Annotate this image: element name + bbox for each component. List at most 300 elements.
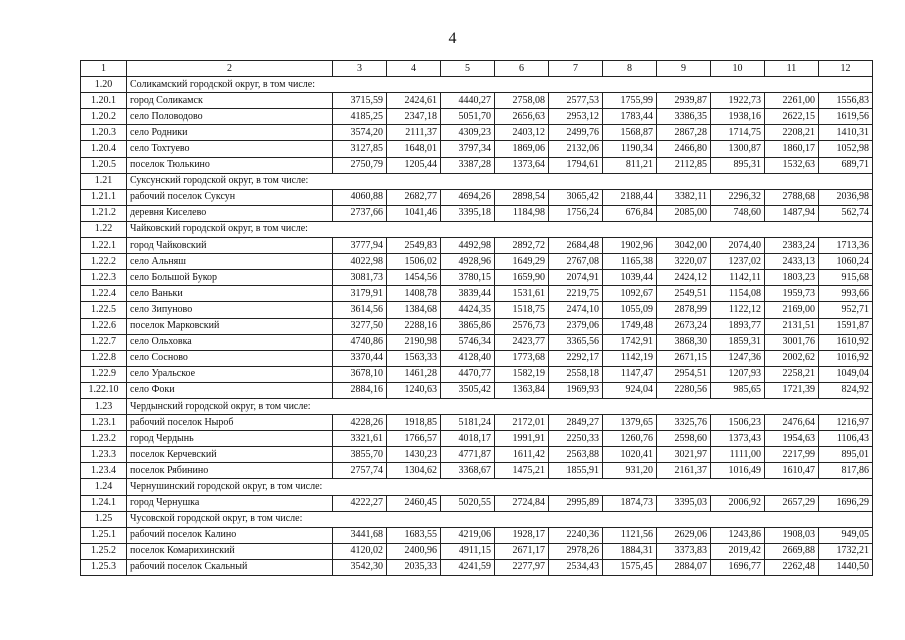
value-cell: 1142,19 (603, 350, 657, 366)
row-code: 1.22.10 (81, 382, 127, 398)
value-cell: 1506,02 (387, 254, 441, 270)
value-cell: 3081,73 (333, 270, 387, 286)
value-cell: 1190,34 (603, 141, 657, 157)
column-number-cell: 10 (711, 61, 765, 77)
value-cell: 2036,98 (819, 189, 873, 205)
table-row (81, 270, 873, 286)
table-row (81, 559, 873, 575)
row-code: 1.21.2 (81, 205, 127, 221)
value-cell: 3574,20 (333, 125, 387, 141)
value-cell: 1016,49 (711, 463, 765, 479)
value-cell: 915,68 (819, 270, 873, 286)
value-cell: 3001,76 (765, 334, 819, 350)
section-title: Чердынский городской округ, в том числе: (127, 398, 873, 414)
value-cell: 2466,80 (657, 141, 711, 157)
table-row (81, 189, 873, 205)
section-row (81, 77, 873, 93)
settlement-name: село Фоки (127, 382, 333, 398)
row-code: 1.25.3 (81, 559, 127, 575)
table-row (81, 463, 873, 479)
value-cell: 1683,55 (387, 527, 441, 543)
value-cell: 1766,57 (387, 431, 441, 447)
settlement-name: поселок Марковский (127, 318, 333, 334)
value-cell: 1714,75 (711, 125, 765, 141)
value-cell: 1039,44 (603, 270, 657, 286)
value-cell: 2132,06 (549, 141, 603, 157)
value-cell: 4128,40 (441, 350, 495, 366)
value-cell: 1991,91 (495, 431, 549, 447)
value-cell: 2671,17 (495, 543, 549, 559)
settlement-name: рабочий поселок Суксун (127, 189, 333, 205)
settlement-name: село Большой Букор (127, 270, 333, 286)
value-cell: 3325,76 (657, 415, 711, 431)
row-code: 1.24 (81, 479, 127, 495)
value-cell: 1556,83 (819, 93, 873, 109)
value-cell: 4185,25 (333, 109, 387, 125)
row-code: 1.20.4 (81, 141, 127, 157)
section-title: Чернушинский городской округ, в том числе: (127, 479, 873, 495)
value-cell: 2656,63 (495, 109, 549, 125)
value-cell: 1016,92 (819, 350, 873, 366)
value-cell: 1908,03 (765, 527, 819, 543)
value-cell: 2558,18 (549, 366, 603, 382)
value-cell: 2258,21 (765, 366, 819, 382)
value-cell: 2476,64 (765, 415, 819, 431)
settlement-name: поселок Комарихинский (127, 543, 333, 559)
value-cell: 2563,88 (549, 447, 603, 463)
value-cell: 1954,63 (765, 431, 819, 447)
value-cell: 4694,26 (441, 189, 495, 205)
table-row (81, 318, 873, 334)
settlement-name: рабочий поселок Калино (127, 527, 333, 543)
table-row (81, 205, 873, 221)
value-cell: 4740,86 (333, 334, 387, 350)
value-cell: 2576,73 (495, 318, 549, 334)
section-title: Суксунский городской округ, в том числе: (127, 173, 873, 189)
value-cell: 1721,39 (765, 382, 819, 398)
value-cell: 2460,45 (387, 495, 441, 511)
section-title: Чусовской городской округ, в том числе: (127, 511, 873, 527)
value-cell: 1531,61 (495, 286, 549, 302)
value-cell: 3277,50 (333, 318, 387, 334)
row-code: 1.23 (81, 398, 127, 414)
value-cell: 1373,64 (495, 157, 549, 173)
table-row (81, 125, 873, 141)
value-cell: 3715,59 (333, 93, 387, 109)
value-cell: 2112,85 (657, 157, 711, 173)
row-code: 1.22.4 (81, 286, 127, 302)
settlement-name: поселок Тюлькино (127, 157, 333, 173)
value-cell: 5020,55 (441, 495, 495, 511)
value-cell: 1649,29 (495, 254, 549, 270)
value-cell: 2085,00 (657, 205, 711, 221)
value-cell: 5051,70 (441, 109, 495, 125)
row-code: 1.21.1 (81, 189, 127, 205)
table-row (81, 382, 873, 398)
row-code: 1.23.4 (81, 463, 127, 479)
value-cell: 1363,84 (495, 382, 549, 398)
value-cell: 1440,50 (819, 559, 873, 575)
value-cell: 1742,91 (603, 334, 657, 350)
value-cell: 1461,28 (387, 366, 441, 382)
value-cell: 2598,60 (657, 431, 711, 447)
settlement-name: город Соликамск (127, 93, 333, 109)
table-row (81, 93, 873, 109)
value-cell: 3220,07 (657, 254, 711, 270)
value-cell: 1611,42 (495, 447, 549, 463)
table-row (81, 350, 873, 366)
value-cell: 2188,44 (603, 189, 657, 205)
value-cell: 2296,32 (711, 189, 765, 205)
value-cell: 1247,36 (711, 350, 765, 366)
value-cell: 993,66 (819, 286, 873, 302)
value-cell: 1610,92 (819, 334, 873, 350)
value-cell: 2758,08 (495, 93, 549, 109)
value-cell: 2671,15 (657, 350, 711, 366)
value-cell: 2172,01 (495, 415, 549, 431)
value-cell: 1803,23 (765, 270, 819, 286)
value-cell: 2261,00 (765, 93, 819, 109)
section-row (81, 398, 873, 414)
row-code: 1.20.3 (81, 125, 127, 141)
section-title: Чайковский городской округ, в том числе: (127, 221, 873, 237)
value-cell: 1060,24 (819, 254, 873, 270)
value-cell: 3065,42 (549, 189, 603, 205)
row-code: 1.21 (81, 173, 127, 189)
value-cell: 1410,31 (819, 125, 873, 141)
table-row (81, 527, 873, 543)
settlement-name: село Ваньки (127, 286, 333, 302)
row-code: 1.25.1 (81, 527, 127, 543)
value-cell: 3395,03 (657, 495, 711, 511)
value-cell: 1696,29 (819, 495, 873, 511)
value-cell: 748,60 (711, 205, 765, 221)
value-cell: 4222,27 (333, 495, 387, 511)
section-row (81, 479, 873, 495)
value-cell: 4440,27 (441, 93, 495, 109)
table-row (81, 302, 873, 318)
value-cell: 3321,61 (333, 431, 387, 447)
value-cell: 1205,44 (387, 157, 441, 173)
value-cell: 1749,48 (603, 318, 657, 334)
column-number-cell: 4 (387, 61, 441, 77)
value-cell: 4911,15 (441, 543, 495, 559)
row-code: 1.22.1 (81, 238, 127, 254)
value-cell: 3797,34 (441, 141, 495, 157)
column-number-cell: 9 (657, 61, 711, 77)
value-cell: 1092,67 (603, 286, 657, 302)
table-row (81, 495, 873, 511)
value-cell: 4928,96 (441, 254, 495, 270)
value-cell: 931,20 (603, 463, 657, 479)
value-cell: 3614,56 (333, 302, 387, 318)
value-cell: 1869,06 (495, 141, 549, 157)
value-cell: 2403,12 (495, 125, 549, 141)
value-cell: 1121,56 (603, 527, 657, 543)
value-cell: 2995,89 (549, 495, 603, 511)
value-cell: 2347,18 (387, 109, 441, 125)
value-cell: 1142,11 (711, 270, 765, 286)
value-cell: 562,74 (819, 205, 873, 221)
value-cell: 3395,18 (441, 205, 495, 221)
settlement-name: село Уральское (127, 366, 333, 382)
value-cell: 3179,91 (333, 286, 387, 302)
column-number-cell: 2 (127, 61, 333, 77)
value-cell: 3777,94 (333, 238, 387, 254)
value-cell: 2622,15 (765, 109, 819, 125)
row-code: 1.23.2 (81, 431, 127, 447)
value-cell: 1619,56 (819, 109, 873, 125)
column-number-cell: 8 (603, 61, 657, 77)
value-cell: 1959,73 (765, 286, 819, 302)
value-cell: 1049,04 (819, 366, 873, 382)
table-row (81, 366, 873, 382)
column-number-cell: 12 (819, 61, 873, 77)
value-cell: 1379,65 (603, 415, 657, 431)
value-cell: 1304,62 (387, 463, 441, 479)
value-cell: 3042,00 (657, 238, 711, 254)
column-number-row (81, 61, 873, 77)
value-cell: 1773,68 (495, 350, 549, 366)
value-cell: 3678,10 (333, 366, 387, 382)
value-cell: 2577,53 (549, 93, 603, 109)
column-number-cell: 5 (441, 61, 495, 77)
row-code: 1.22.6 (81, 318, 127, 334)
settlement-name: поселок Рябинино (127, 463, 333, 479)
value-cell: 1052,98 (819, 141, 873, 157)
value-cell: 1106,43 (819, 431, 873, 447)
settlement-name: деревня Киселево (127, 205, 333, 221)
value-cell: 2657,29 (765, 495, 819, 511)
value-cell: 4120,02 (333, 543, 387, 559)
value-cell: 2006,92 (711, 495, 765, 511)
value-cell: 1563,33 (387, 350, 441, 366)
value-cell: 1928,17 (495, 527, 549, 543)
section-row (81, 173, 873, 189)
value-cell: 3365,56 (549, 334, 603, 350)
value-cell: 2867,28 (657, 125, 711, 141)
value-cell: 1893,77 (711, 318, 765, 334)
value-cell: 2534,43 (549, 559, 603, 575)
value-cell: 3865,86 (441, 318, 495, 334)
value-cell: 1648,01 (387, 141, 441, 157)
table-row (81, 238, 873, 254)
value-cell: 1713,36 (819, 238, 873, 254)
value-cell: 2898,54 (495, 189, 549, 205)
value-cell: 2111,37 (387, 125, 441, 141)
table-row (81, 431, 873, 447)
settlement-name: село Половодово (127, 109, 333, 125)
table-row (81, 109, 873, 125)
value-cell: 2884,07 (657, 559, 711, 575)
row-code: 1.20 (81, 77, 127, 93)
column-number-cell: 11 (765, 61, 819, 77)
value-cell: 1884,31 (603, 543, 657, 559)
row-code: 1.20.2 (81, 109, 127, 125)
value-cell: 2035,33 (387, 559, 441, 575)
value-cell: 949,05 (819, 527, 873, 543)
value-cell: 1696,77 (711, 559, 765, 575)
value-cell: 1041,46 (387, 205, 441, 221)
value-cell: 811,21 (603, 157, 657, 173)
settlement-name: поселок Керчевский (127, 447, 333, 463)
value-cell: 1408,78 (387, 286, 441, 302)
value-cell: 817,86 (819, 463, 873, 479)
value-cell: 2788,68 (765, 189, 819, 205)
value-cell: 1111,00 (711, 447, 765, 463)
value-cell: 1260,76 (603, 431, 657, 447)
value-cell: 1732,21 (819, 543, 873, 559)
value-cell: 1938,16 (711, 109, 765, 125)
value-cell: 4018,17 (441, 431, 495, 447)
value-cell: 1055,09 (603, 302, 657, 318)
row-code: 1.25 (81, 511, 127, 527)
value-cell: 2549,51 (657, 286, 711, 302)
row-code: 1.22.3 (81, 270, 127, 286)
value-cell: 2019,42 (711, 543, 765, 559)
value-cell: 952,71 (819, 302, 873, 318)
value-cell: 2684,48 (549, 238, 603, 254)
tariff-table (80, 60, 873, 576)
settlement-name: село Тохтуево (127, 141, 333, 157)
settlement-name: город Чернушка (127, 495, 333, 511)
row-code: 1.20.5 (81, 157, 127, 173)
value-cell: 2669,88 (765, 543, 819, 559)
value-cell: 2767,08 (549, 254, 603, 270)
value-cell: 1610,47 (765, 463, 819, 479)
value-cell: 4219,06 (441, 527, 495, 543)
section-row (81, 511, 873, 527)
value-cell: 3855,70 (333, 447, 387, 463)
value-cell: 3370,44 (333, 350, 387, 366)
value-cell: 4492,98 (441, 238, 495, 254)
table-row (81, 254, 873, 270)
value-cell: 1216,97 (819, 415, 873, 431)
value-cell: 4771,87 (441, 447, 495, 463)
value-cell: 1922,73 (711, 93, 765, 109)
value-cell: 1243,86 (711, 527, 765, 543)
value-cell: 5181,24 (441, 415, 495, 431)
settlement-name: село Родники (127, 125, 333, 141)
value-cell: 3387,28 (441, 157, 495, 173)
value-cell: 1154,08 (711, 286, 765, 302)
value-cell: 1475,21 (495, 463, 549, 479)
settlement-name: город Чайковский (127, 238, 333, 254)
value-cell: 1575,45 (603, 559, 657, 575)
value-cell: 2629,06 (657, 527, 711, 543)
table-row (81, 157, 873, 173)
value-cell: 1859,31 (711, 334, 765, 350)
row-code: 1.23.1 (81, 415, 127, 431)
value-cell: 2757,74 (333, 463, 387, 479)
column-number-cell: 6 (495, 61, 549, 77)
row-code: 1.22.7 (81, 334, 127, 350)
value-cell: 3021,97 (657, 447, 711, 463)
value-cell: 1568,87 (603, 125, 657, 141)
value-cell: 2673,24 (657, 318, 711, 334)
value-cell: 1487,94 (765, 205, 819, 221)
value-cell: 1855,91 (549, 463, 603, 479)
table-row (81, 447, 873, 463)
value-cell: 2161,37 (657, 463, 711, 479)
value-cell: 1918,85 (387, 415, 441, 431)
row-code: 1.23.3 (81, 447, 127, 463)
value-cell: 2549,83 (387, 238, 441, 254)
value-cell: 2280,56 (657, 382, 711, 398)
column-number-cell: 3 (333, 61, 387, 77)
value-cell: 2262,48 (765, 559, 819, 575)
page-number: 4 (448, 30, 457, 47)
settlement-name: рабочий поселок Ныроб (127, 415, 333, 431)
value-cell: 4241,59 (441, 559, 495, 575)
value-cell: 2750,79 (333, 157, 387, 173)
value-cell: 1165,38 (603, 254, 657, 270)
value-cell: 1300,87 (711, 141, 765, 157)
section-title: Соликамский городской округ, в том числе: (127, 77, 873, 93)
value-cell: 1518,75 (495, 302, 549, 318)
value-cell: 2878,99 (657, 302, 711, 318)
value-cell: 1902,96 (603, 238, 657, 254)
table-row (81, 334, 873, 350)
row-code: 1.22 (81, 221, 127, 237)
value-cell: 2682,77 (387, 189, 441, 205)
value-cell: 2074,40 (711, 238, 765, 254)
value-cell: 2219,75 (549, 286, 603, 302)
row-code: 1.22.9 (81, 366, 127, 382)
value-cell: 985,65 (711, 382, 765, 398)
row-code: 1.24.1 (81, 495, 127, 511)
value-cell: 2190,98 (387, 334, 441, 350)
value-cell: 689,71 (819, 157, 873, 173)
value-cell: 4060,88 (333, 189, 387, 205)
value-cell: 1591,87 (819, 318, 873, 334)
value-cell: 3368,67 (441, 463, 495, 479)
value-cell: 2277,97 (495, 559, 549, 575)
value-cell: 1184,98 (495, 205, 549, 221)
value-cell: 895,31 (711, 157, 765, 173)
value-cell: 924,04 (603, 382, 657, 398)
value-cell: 895,01 (819, 447, 873, 463)
value-cell: 2217,99 (765, 447, 819, 463)
value-cell: 2892,72 (495, 238, 549, 254)
value-cell: 3386,35 (657, 109, 711, 125)
value-cell: 676,84 (603, 205, 657, 221)
section-row (81, 221, 873, 237)
settlement-name: рабочий поселок Скальный (127, 559, 333, 575)
value-cell: 2383,24 (765, 238, 819, 254)
value-cell: 3839,44 (441, 286, 495, 302)
value-cell: 4309,23 (441, 125, 495, 141)
value-cell: 3382,11 (657, 189, 711, 205)
value-cell: 1020,41 (603, 447, 657, 463)
value-cell: 1207,93 (711, 366, 765, 382)
row-code: 1.20.1 (81, 93, 127, 109)
value-cell: 2499,76 (549, 125, 603, 141)
value-cell: 1237,02 (711, 254, 765, 270)
value-cell: 1756,24 (549, 205, 603, 221)
value-cell: 2474,10 (549, 302, 603, 318)
value-cell: 1860,17 (765, 141, 819, 157)
value-cell: 1373,43 (711, 431, 765, 447)
column-number-cell: 1 (81, 61, 127, 77)
value-cell: 2737,66 (333, 205, 387, 221)
value-cell: 2379,06 (549, 318, 603, 334)
value-cell: 2884,16 (333, 382, 387, 398)
value-cell: 2939,87 (657, 93, 711, 109)
value-cell: 2074,91 (549, 270, 603, 286)
value-cell: 3868,30 (657, 334, 711, 350)
value-cell: 2953,12 (549, 109, 603, 125)
